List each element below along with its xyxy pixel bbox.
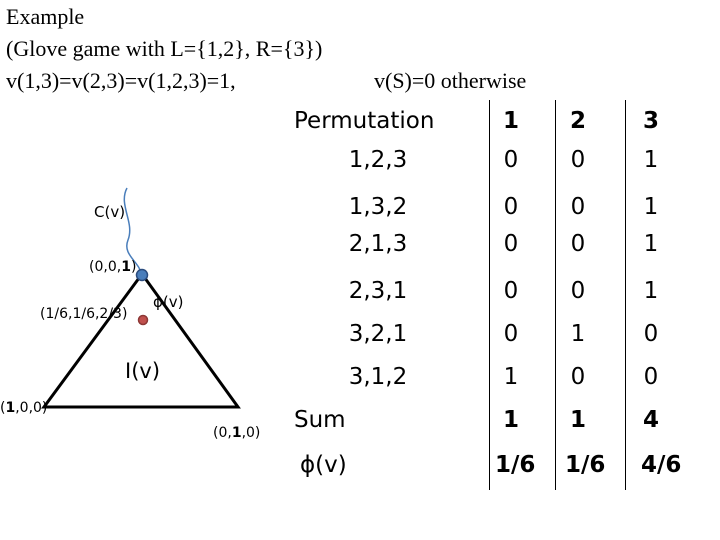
vertex-right-pre: (0, — [213, 425, 232, 441]
sum-value-2: 1 — [569, 407, 586, 433]
vertex-left-post: ,0,0) — [15, 400, 48, 416]
core-point — [137, 270, 148, 281]
heading-line-3b: v(S)=0 otherwise — [374, 68, 527, 93]
vertex-top-bold: 1 — [121, 259, 131, 275]
vertex-right-bold: 1 — [231, 425, 242, 441]
table-header-player-2: 2 — [569, 108, 586, 134]
row-value-3: 1 — [643, 194, 659, 220]
heading-line-1: Example — [6, 4, 85, 29]
sum-label: Sum — [294, 407, 346, 433]
row-value-3: 0 — [643, 321, 659, 347]
vertex-top-pre: (0,0, — [89, 259, 122, 275]
row-permutation: 3,1,2 — [348, 364, 408, 390]
vertex-right-post: ,0) — [241, 425, 261, 441]
heading-line-3a: v(1,3)=v(2,3)=v(1,2,3)=1, — [6, 68, 236, 93]
shapley-point-label: (1/6,1/6,2/3) — [40, 306, 128, 322]
row-value-1: 0 — [503, 278, 519, 304]
row-value-3: 1 — [643, 147, 659, 173]
row-permutation: 3,2,1 — [348, 321, 408, 347]
row-value-1: 0 — [503, 321, 519, 347]
row-value-1: 0 — [503, 231, 519, 257]
core-label: C(v) — [94, 203, 126, 221]
vertex-right-label — [213, 425, 260, 441]
row-value-2: 1 — [570, 321, 586, 347]
row-value-2: 0 — [570, 231, 586, 257]
row-value-3: 0 — [643, 364, 659, 390]
row-value-1: 0 — [503, 147, 519, 173]
vertex-top-post: ) — [130, 259, 137, 275]
shapley-label: ϕ(v) — [300, 452, 347, 478]
row-value-2: 0 — [570, 194, 586, 220]
shapley-value-1: 1/6 — [495, 452, 536, 478]
heading-line-2: (Glove game with L={1,2}, R={3}) — [6, 36, 323, 61]
sum-value-3: 4 — [642, 407, 659, 433]
vertex-left-pre: ( — [0, 400, 6, 416]
row-value-2: 0 — [570, 147, 586, 173]
row-permutation: 1,2,3 — [348, 147, 408, 173]
table-header-player-1: 1 — [502, 108, 519, 134]
vertex-top-label — [89, 259, 136, 275]
imputation-label: I(v) — [125, 359, 161, 383]
row-value-2: 0 — [570, 278, 586, 304]
shapley-value-3: 4/6 — [641, 452, 682, 478]
row-permutation: 2,3,1 — [348, 278, 408, 304]
sum-value-1: 1 — [502, 407, 519, 433]
row-value-1: 0 — [503, 194, 519, 220]
table-header-label: Permutation — [294, 108, 435, 134]
row-value-3: 1 — [643, 231, 659, 257]
imputation-triangle — [44, 274, 238, 407]
vertex-left-label — [0, 400, 47, 416]
shapley-value-2: 1/6 — [565, 452, 606, 478]
row-value-3: 1 — [643, 278, 659, 304]
row-permutation: 2,1,3 — [348, 231, 408, 257]
phi-label: ϕ(v) — [153, 293, 184, 311]
row-value-1: 1 — [503, 364, 519, 390]
shapley-point — [139, 316, 148, 325]
row-value-2: 0 — [570, 364, 586, 390]
table-header-player-3: 3 — [642, 108, 659, 134]
vertex-left-bold: 1 — [5, 400, 16, 416]
row-permutation: 1,3,2 — [348, 194, 408, 220]
